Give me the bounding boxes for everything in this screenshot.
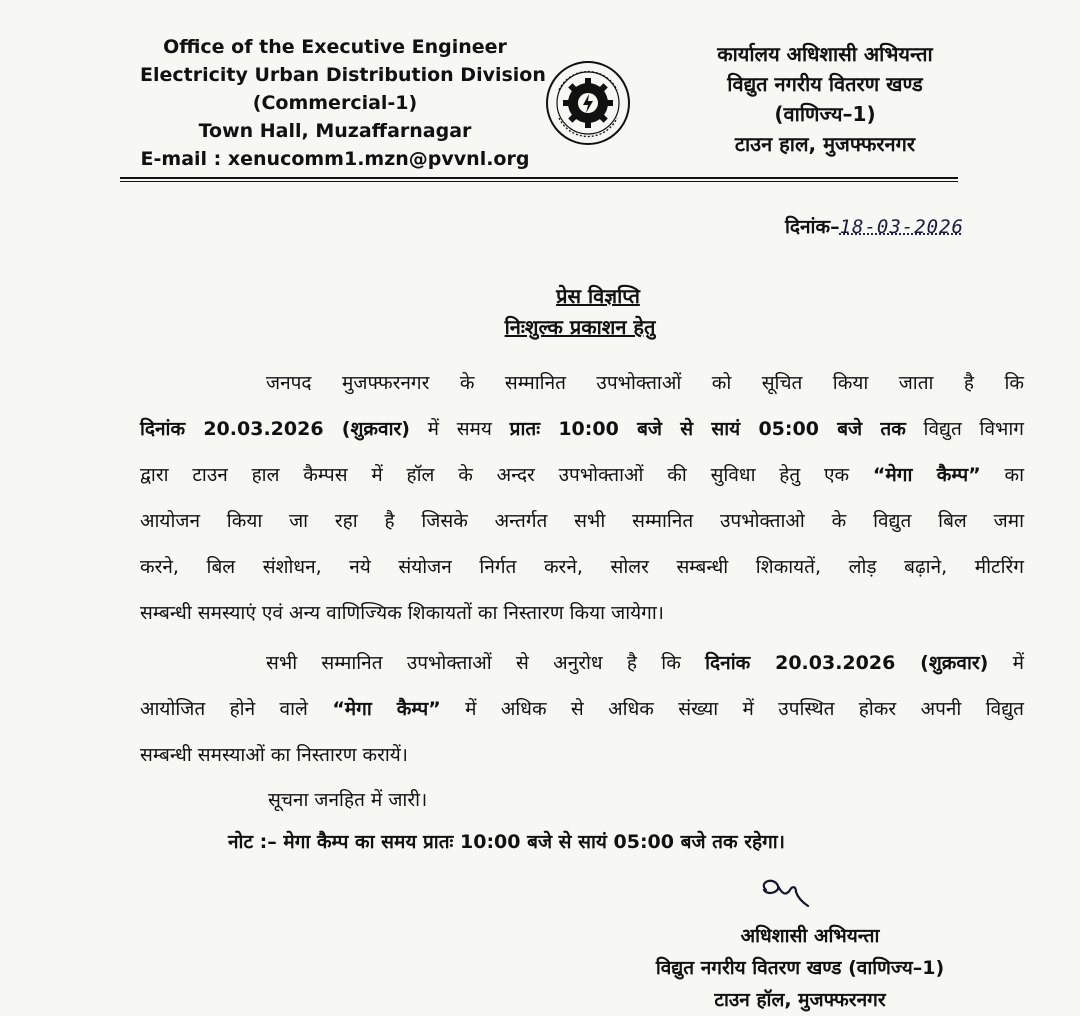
- para1-line1: जनपद मुजफ्फरनगर के सम्मानित उपभोक्ताओं को सूचित किया जाता है कि: [266, 372, 1024, 394]
- para1-line6: सम्बन्धी समस्याएं एवं अन्य वाणिज्यिक शिकायतों का निस्तारण किया जायेगा।: [140, 602, 664, 624]
- pvvnl-emblem-icon: [545, 60, 631, 146]
- para1-line4: आयोजन किया जा रहा है जिसके अन्तर्गत सभी सम्मानित उपभोक्ताओ के विद्युत बिल जमा: [140, 510, 1024, 532]
- paragraph-1: [140, 360, 1024, 636]
- public-notice-line: सूचना जनहित में जारी।: [268, 789, 428, 811]
- office-title-en: Office of the Executive Engineer: [163, 36, 507, 58]
- hindi-letterhead: [660, 39, 990, 159]
- signatory-division: विद्युत नगरीय वितरण खण्ड (वाणिज्य–1): [655, 957, 945, 979]
- english-letterhead: [140, 33, 546, 173]
- signatory-designation: अधिशासी अभियन्ता: [740, 925, 880, 947]
- free-publication-subtitle: निःशुल्क प्रकाशन हेतु: [504, 315, 656, 339]
- para1-line3: द्वारा टाउन हाल कैम्पस में हॉल के अन्दर उपभोक्ताओं की सुविधा हेतु एक “मेगा कैम्प” का: [140, 464, 1024, 486]
- paragraph-2: [140, 640, 1024, 778]
- press-release-title: प्रेस विज्ञप्ति: [556, 284, 640, 308]
- timing-note: नोट :– मेगा कैम्प का समय प्रातः 10:00 बजे से सायं 05:00 बजे तक रहेगा।: [228, 831, 785, 853]
- para1-line2: दिनांक 20.03.2026 (शुक्रवार) में समय प्रातः 10:00 बजे से सायं 05:00 बजे तक विद्युत विभाग: [140, 418, 1024, 440]
- para2-line2: आयोजित होने वाले “मेगा कैम्प” में अधिक से अधिक संख्या में उपस्थित होकर अपनी विद्युत: [140, 698, 1025, 720]
- office-title-hi: कार्यालय अधिशासी अभियन्ता: [717, 42, 933, 66]
- section-name-hi: (वाणिज्य–1): [774, 102, 876, 126]
- email-en: E-mail : xenucomm1.mzn@pvvnl.org: [140, 148, 530, 170]
- handwritten-signature-icon: [752, 872, 822, 916]
- para2-line3: सम्बन्धी समस्याओं का निस्तारण करायें।: [140, 744, 408, 766]
- division-name-hi: विद्युत नगरीय वितरण खण्ड: [727, 72, 923, 96]
- para2-line1: सभी सम्मानित उपभोक्ताओं से अनुरोध है कि दिनांक 20.03.2026 (शुक्रवार) में: [266, 652, 1025, 674]
- section-name-en: (Commercial-1): [252, 92, 418, 114]
- date-value: 18-03-2026: [839, 216, 964, 238]
- date-line: [785, 213, 964, 239]
- header-divider: [120, 177, 958, 179]
- date-label: दिनांक–: [785, 216, 840, 238]
- signatory-address: टाउन हॉल, मुजफ्फरनगर: [714, 989, 886, 1011]
- address-en: Town Hall, Muzaffarnagar: [198, 120, 472, 142]
- header-divider-thin: [120, 181, 958, 182]
- signatory-block: [600, 920, 1000, 1016]
- address-hi: टाउन हाल, मुजफ्फरनगर: [734, 132, 916, 156]
- division-name-en: Electricity Urban Distribution Division: [140, 64, 546, 86]
- para1-line5: करने, बिल संशोधन, नये संयोजन निर्गत करने, सोलर सम्बन्धी शिकायतें, लोड़ बढ़ाने, मीटरिंग: [140, 556, 1024, 578]
